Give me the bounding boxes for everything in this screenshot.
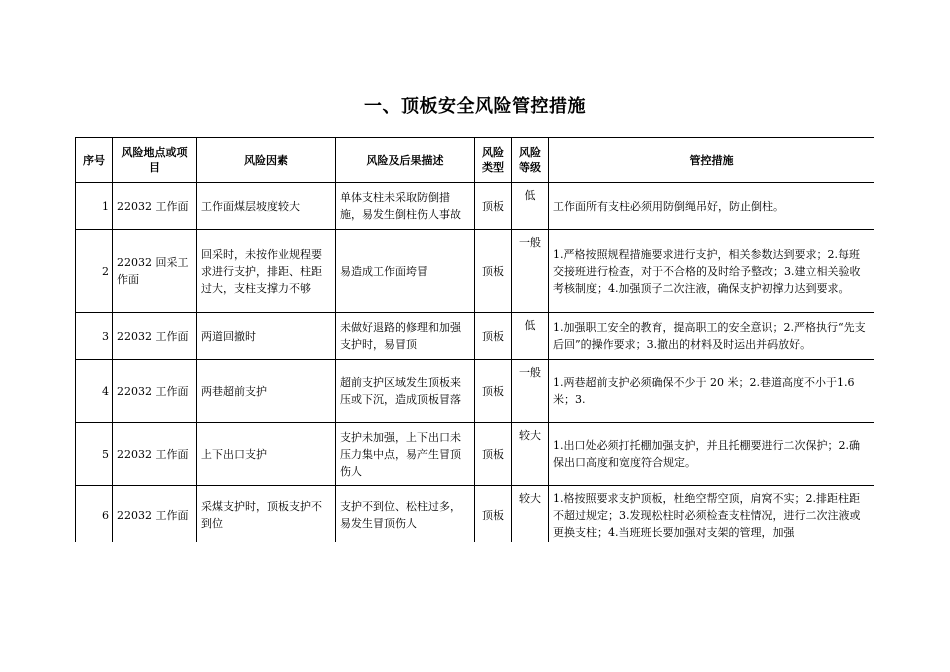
header-place: 风险地点或项目 — [113, 138, 197, 183]
cell-factor: 回采时，未按作业规程要求进行支护，排距、柱距过大，支柱支撑力不够 — [197, 230, 336, 313]
cell-measure: 1.出口处必须打托棚加强支护，并且托棚要进行二次保护；2.确保出口高度和宽度符合规定。 — [549, 423, 875, 486]
cell-place: 22032 工作面 — [113, 313, 197, 360]
cell-factor: 工作面煤层坡度较大 — [197, 183, 336, 230]
header-level: 风险等级 — [512, 138, 549, 183]
cell-no: 1 — [76, 183, 113, 230]
cell-measure: 工作面所有支柱必须用防倒绳吊好，防止倒柱。 — [549, 183, 875, 230]
cell-level: 较大 — [512, 486, 549, 543]
cell-measure: 1.格按照要求支护顶板，杜绝空帮空顶，肩窝不实；2.排距柱距不超过规定；3.发现松柱时必须检查支柱情况，进行二次注液或更换支柱；4.当班班长要加强对支架的管理，加强 — [549, 486, 875, 543]
cell-factor: 两巷超前支护 — [197, 360, 336, 423]
table-row — [76, 423, 875, 486]
cell-desc: 支护不到位、松柱过多，易发生冒顶伤人 — [336, 486, 475, 543]
cell-factor: 采煤支护时，顶板支护不到位 — [197, 486, 336, 543]
cell-no: 2 — [76, 230, 113, 313]
page-title: 一、顶板安全风险管控措施 — [364, 96, 586, 117]
cell-no: 6 — [76, 486, 113, 543]
cell-level: 较大 — [512, 423, 549, 486]
table-row — [76, 183, 875, 230]
table-header-row — [76, 138, 875, 183]
cell-desc: 超前支护区域发生顶板来压或下沉，造成顶板冒落 — [336, 360, 475, 423]
cell-place: 22032 工作面 — [113, 486, 197, 543]
cell-desc: 单体支柱未采取防倒措施，易发生倒柱伤人事故 — [336, 183, 475, 230]
cell-factor: 上下出口支护 — [197, 423, 336, 486]
cell-measure: 1.两巷超前支护必须确保不少于 20 米；2.巷道高度不小于1.6米；3. — [549, 360, 875, 423]
cell-type: 顶板 — [475, 486, 512, 543]
cell-type: 顶板 — [475, 230, 512, 313]
cell-measure: 1.严格按照规程措施要求进行支护，相关参数达到要求；2.每班交接班进行检查，对于不合格的及时给予整改；3.建立相关验收考核制度；4.加强顶子二次注液，确保支护初撑力达到要求。 — [549, 230, 875, 313]
cell-desc: 支护未加强，上下出口未压力集中点，易产生冒顶伤人 — [336, 423, 475, 486]
cell-level: 低 — [512, 183, 549, 230]
table-row — [76, 230, 875, 313]
cell-factor: 两道回撤时 — [197, 313, 336, 360]
cell-type: 顶板 — [475, 423, 512, 486]
cell-level: 一般 — [512, 230, 549, 313]
cell-type: 顶板 — [475, 360, 512, 423]
cell-place: 22032 工作面 — [113, 360, 197, 423]
header-no: 序号 — [76, 138, 113, 183]
cell-place: 22032 回采工作面 — [113, 230, 197, 313]
cell-no: 4 — [76, 360, 113, 423]
cell-type: 顶板 — [475, 183, 512, 230]
table-row — [76, 360, 875, 423]
header-factor: 风险因素 — [197, 138, 336, 183]
cell-no: 5 — [76, 423, 113, 486]
cell-type: 顶板 — [475, 313, 512, 360]
table-row — [76, 313, 875, 360]
cell-no: 3 — [76, 313, 113, 360]
header-measure: 管控措施 — [549, 138, 875, 183]
cell-desc: 易造成工作面垮冒 — [336, 230, 475, 313]
risk-table-container — [75, 137, 874, 542]
risk-control-table — [75, 137, 874, 542]
cell-place: 22032 工作面 — [113, 423, 197, 486]
cell-level: 一般 — [512, 360, 549, 423]
cell-measure: 1.加强职工安全的教育，提高职工的安全意识；2.严格执行“先支后回”的操作要求；3.撤出的材料及时运出并码放好。 — [549, 313, 875, 360]
header-desc: 风险及后果描述 — [336, 138, 475, 183]
cell-desc: 未做好退路的修理和加强支护时，易冒顶 — [336, 313, 475, 360]
table-row — [76, 486, 875, 543]
cell-place: 22032 工作面 — [113, 183, 197, 230]
header-type: 风险类型 — [475, 138, 512, 183]
cell-level: 低 — [512, 313, 549, 360]
